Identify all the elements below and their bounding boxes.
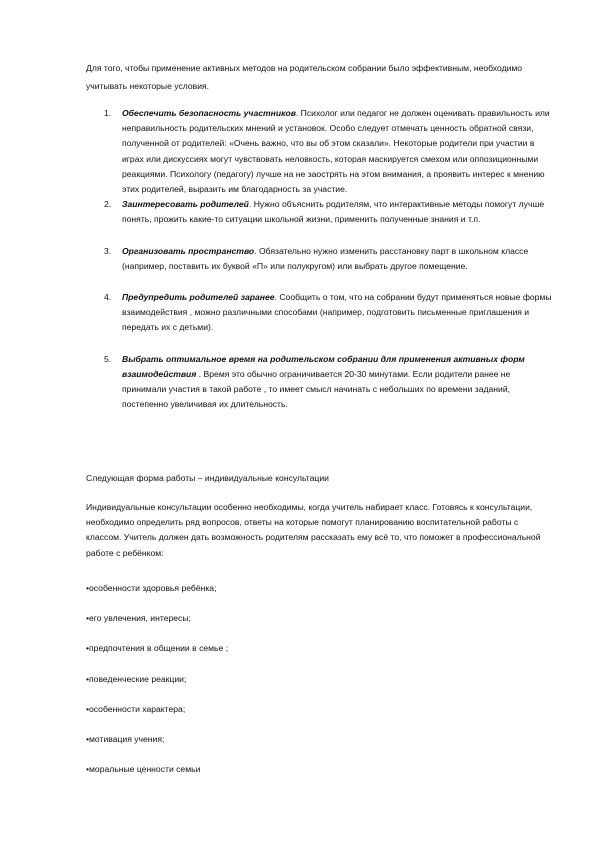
bullet-item: •моральные ценности семьи	[86, 764, 201, 775]
list-item-lead: Обеспечить безопасность участников	[122, 108, 296, 118]
list-item-number: 3.	[104, 245, 112, 256]
list-item	[86, 352, 556, 413]
bullet-item: •его увлечения, интересы;	[86, 613, 191, 624]
bullet-item: •мотивация учения;	[86, 733, 165, 744]
list-item-number: 1.	[104, 108, 112, 118]
list-item-text: . Психолог или педагог не должен оценивать правильность или неправильность родительских мнений и установок. Особо следует отмечать ценность обратной связи, полученной от родителей: «Очень важно, что вы об этом сказали». Некоторые родители при участии в играх или дискуссиях могут чувствовать неловкость, которая маскируется смехом или оппозиционными реакциями. Психологу (педагогу) лучше на не заострять на этом внимания, а проявить интерес к мнению этих родителей, выразить им благодарность за участие.	[122, 108, 550, 195]
list-item-lead: Выбрать оптимальное время на родительском собрании для применения активных форм взаимодействия	[122, 353, 525, 379]
list-item-lead: Организовать пространство	[122, 245, 255, 256]
intro-paragraph: Для того, чтобы применение активных методов на родительском собрании было эффективным, необходимо учитывать некоторые условия.	[86, 63, 523, 91]
conditions-list	[86, 106, 556, 412]
list-item-lead: Заинтересовать родителей	[122, 199, 249, 210]
bullet-item: •предпочтения в общении в семье ;	[86, 643, 229, 654]
list-item	[86, 197, 556, 227]
list-item-lead: Предупредить родителей заранее	[122, 292, 275, 303]
list-item-text: . Нужно объяснить родителям, что интерактивные методы помогут лучше понять, прожить какие-то ситуации школьной жизни, применить полученные знания и т.п.	[122, 199, 545, 225]
list-item-number: 2.	[104, 199, 112, 210]
bullet-item: •особенности здоровья ребёнка;	[86, 583, 217, 593]
list-item-text: . Время это обычно ограничивается 20-30 минутами. Если родители ранее не принимали участия в такой работе , то имеет смысл начинать с небольших по времени заданий, постепенно увеличивая их длительность.	[122, 368, 511, 410]
list-item-text: . Сообщить о том, что на собрании будут применяться новые формы взаимодействия , можно различными способами (например, подготовить письменные приглашения и передать их с детьми).	[122, 292, 552, 333]
consultation-paragraph: Индивидуальные консультации особенно необходимы, когда учитель набирает класс. Готовясь к консультации, необходимо определить ряд вопросов, ответы на которые помогут планированию воспитательной работы с классом. Учитель должен дать возможность родителям рассказать ему всё то, что поможет в профессиональной работе с ребёнком:	[86, 502, 541, 558]
bullet-list	[86, 581, 228, 792]
list-item-number: 5.	[104, 353, 112, 364]
bullet-item: •поведенческие реакции;	[86, 673, 187, 684]
list-item-number: 4.	[104, 292, 112, 303]
list-item	[86, 106, 556, 197]
list-item-text: . Обязательно нужно изменить расстановку парт в школьном классе (например, поставить их буквой «П» или полукругом) или выбрать другое помещение.	[122, 245, 529, 271]
section-heading: Следующая форма работы – индивидуальные консультации	[86, 473, 329, 483]
list-item	[86, 244, 556, 274]
bullet-item: •особенности характера;	[86, 703, 186, 714]
list-item	[86, 290, 556, 336]
